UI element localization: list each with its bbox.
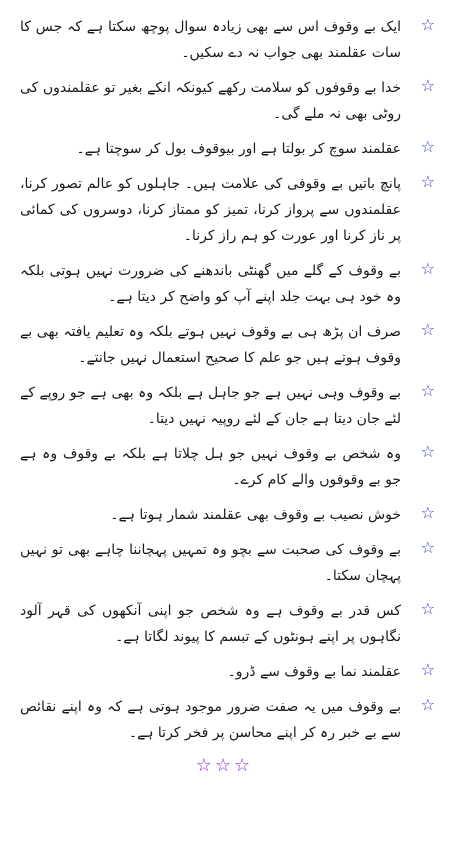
quote-text: خدا بے وقوفوں کو سلامت رکھے کیونکہ انکے بغیر تو عقلمندوں کی روٹی بھی نہ ملے گی۔ xyxy=(20,80,401,122)
quote-text: صرف ان پڑھ ہی بے وقوف نہیں ہوتے بلکہ وہ تعلیم یافتہ بھی بے وقوف ہوتے ہیں جو علم کا صحیح استعمال نہیں جانتے۔ xyxy=(20,324,401,366)
quote-item xyxy=(14,14,435,66)
quote-text: بے وقوف وہی نہیں ہے جو جاہل ہے بلکہ وہ بھی ہے جو روپے کے لئے جان دیتا ہے جان کے لئے روپیہ نہیں دیتا۔ xyxy=(20,385,401,427)
star-outline-icon: ☆ xyxy=(420,172,435,191)
star-outline-icon: ☆ xyxy=(420,15,435,34)
quote-item xyxy=(14,659,435,685)
quote-item xyxy=(14,694,435,746)
quote-list xyxy=(14,14,435,746)
quote-text: بے وقوف کے گلے میں گھنٹی باندھنے کی ضرورت نہیں ہوتی بلکہ وہ خود ہی بہت جلد اپنے آپ کو واضح کر دیتا ہے۔ xyxy=(20,263,401,305)
quote-item xyxy=(14,75,435,127)
star-outline-icon: ☆ xyxy=(420,538,435,557)
quote-item xyxy=(14,441,435,493)
footer-stars-ornament: ☆☆☆ xyxy=(195,755,254,776)
star-outline-icon: ☆ xyxy=(420,259,435,278)
quote-text: عقلمند نما بے وقوف سے ڈرو۔ xyxy=(227,664,401,680)
star-outline-icon: ☆ xyxy=(420,137,435,156)
quote-text: ایک بے وقوف اس سے بھی زیادہ سوال پوچھ سکتا ہے کہ جس کا سات عقلمند بھی جواب نہ دے سکیں۔ xyxy=(20,19,401,61)
quote-item xyxy=(14,319,435,371)
quote-item xyxy=(14,598,435,650)
star-outline-icon: ☆ xyxy=(420,381,435,400)
star-outline-icon: ☆ xyxy=(420,76,435,95)
quote-item xyxy=(14,502,435,528)
quote-text: عقلمند سوچ کر بولتا ہے اور بیوقوف بول کر سوچتا ہے۔ xyxy=(76,141,401,157)
quote-text: وہ شخص بے وقوف نہیں جو ہل چلاتا ہے بلکہ بے وقوف وہ ہے جو بے وقوفوں والے کام کرے۔ xyxy=(20,446,401,488)
star-outline-icon: ☆ xyxy=(420,442,435,461)
quote-text: کس قدر بے وقوف ہے وہ شخص جو اپنی آنکھوں کی قہر آلود نگاہوں پر اپنے ہونٹوں کے تبسم کا پیوند لگاتا ہے۔ xyxy=(20,603,401,645)
star-outline-icon: ☆ xyxy=(420,660,435,679)
star-outline-icon: ☆ xyxy=(420,503,435,522)
quote-item xyxy=(14,171,435,249)
star-outline-icon: ☆ xyxy=(420,695,435,714)
quote-text: پانچ باتیں بے وقوفی کی علامت ہیں۔ جاہلوں کو عالم تصور کرنا، عقلمندوں سے پرواز کرنا، تمیز کو ممتاز کرنا، دوسروں کی کمائی پر ناز کرنا اور عورت کو ہم راز کرنا۔ xyxy=(20,176,401,244)
quote-text: خوش نصیب بے وقوف بھی عقلمند شمار ہوتا ہے۔ xyxy=(110,507,401,523)
quote-item xyxy=(14,258,435,310)
quote-item xyxy=(14,380,435,432)
star-outline-icon: ☆ xyxy=(420,320,435,339)
quote-item xyxy=(14,537,435,589)
quote-text: بے وقوف میں یہ صفت ضرور موجود ہوتی ہے کہ وہ اپنے نقائص سے بے خبر رہ کر اپنے محاسن پر فخر کرتا ہے۔ xyxy=(20,699,401,741)
star-outline-icon: ☆ xyxy=(420,599,435,618)
quote-text: بے وقوف کی صحبت سے بچو وہ تمہیں پہچاننا چاہے بھی تو نہیں پہچان سکتا۔ xyxy=(20,542,401,584)
quote-item xyxy=(14,136,435,162)
